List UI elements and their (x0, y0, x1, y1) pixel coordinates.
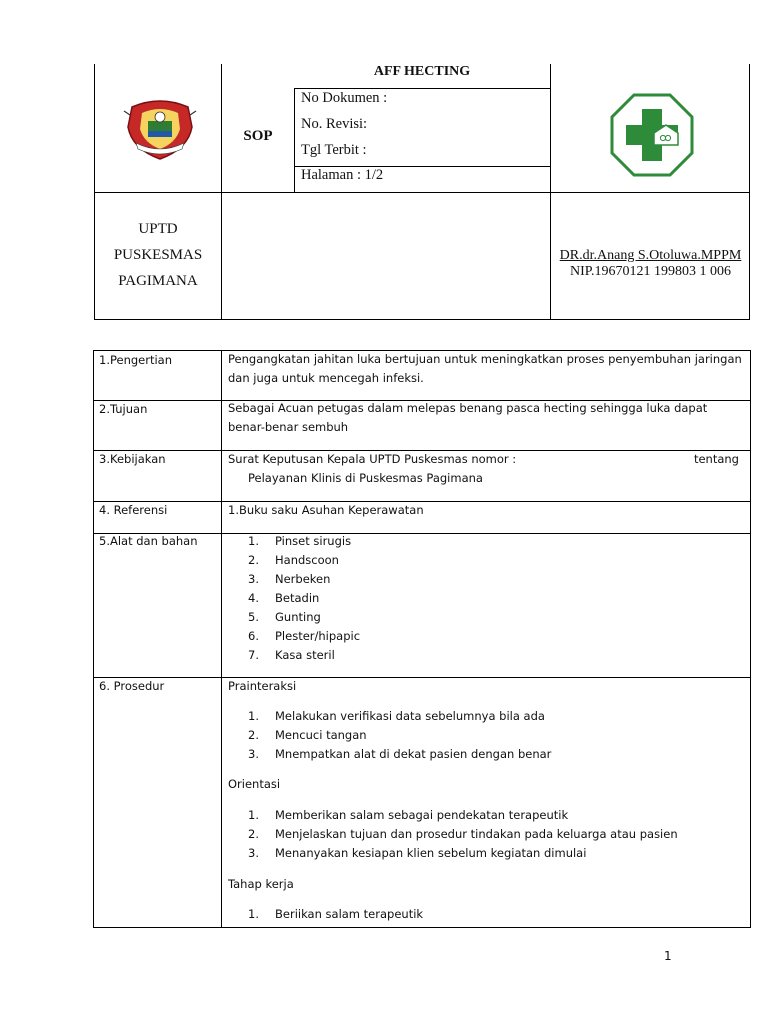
kebijakan-text-left: Surat Keputusan Kepala UPTD Puskesmas nomor : (228, 452, 517, 466)
alat-item-number: 5. (248, 610, 259, 624)
alat-item-number: 7. (248, 648, 259, 662)
sop-label: SOP (243, 128, 273, 144)
alat-item-text: Betadin (275, 591, 320, 605)
alat-item-text: Gunting (275, 610, 321, 624)
orientasi-item-text: Menjelaskan tujuan dan prosedur tindakan pada keluarga atau pasien (275, 827, 678, 841)
revision-label: No. Revisi: (301, 116, 368, 132)
doc-number-label: No Dokumen : (301, 90, 388, 106)
alat-item-number: 1. (248, 534, 259, 548)
prainteraksi-title: Prainteraksi (228, 679, 297, 693)
alat-item-text: Nerbeken (275, 572, 331, 586)
section-text-pengertian: Pengangkatan jahitan luka bertujuan untuk meningkatkan proses penyembuhan jaringan dan juga untuk mencegah infeksi. (228, 352, 742, 385)
signer-nip: NIP.19670121 199803 1 006 (569, 264, 731, 279)
alat-item-text: Pinset sirugis (275, 534, 352, 548)
orientasi-title: Orientasi (228, 777, 281, 791)
tahap-item-number: 1. (248, 907, 259, 921)
kebijakan-text-right: tentang (693, 452, 739, 466)
page-count-label: Halaman : 1/2 (301, 167, 384, 183)
alat-item-number: 4. (248, 591, 259, 605)
orientasi-item-number: 2. (248, 827, 259, 841)
issue-date-label: Tgl Terbit : (301, 142, 367, 158)
prainteraksi-item-text: Mencuci tangan (275, 728, 367, 742)
alat-item-number: 6. (248, 629, 259, 643)
section-label-tujuan: 2.Tujuan (99, 402, 148, 416)
puskesmas-cross-icon (610, 93, 694, 177)
alat-item-number: 3. (248, 572, 259, 586)
section-label-kebijakan: 3.Kebijakan (99, 452, 166, 466)
signer-block (551, 248, 750, 280)
section-label-pengertian: 1.Pengertian (99, 353, 173, 367)
alat-item-text: Kasa steril (275, 648, 335, 662)
page-number: 1 (664, 949, 672, 963)
section-label-alat: 5.Alat dan bahan (99, 534, 198, 548)
section-text-kebijakan (228, 450, 744, 488)
prainteraksi-item-number: 2. (248, 728, 259, 742)
orientasi-item-number: 3. (248, 846, 259, 860)
orientasi-item-number: 1. (248, 808, 259, 822)
alat-item-number: 2. (248, 553, 259, 567)
prainteraksi-item-number: 3. (248, 747, 259, 761)
orientasi-item-text: Menanyakan kesiapan klien sebelum kegiatan dimulai (275, 846, 587, 860)
section-text-tujuan: Sebagai Acuan petugas dalam melepas benang pasca hecting sehingga luka dapat benar-benar sembuh (228, 401, 708, 434)
kebijakan-text-line2: Pelayanan Klinis di Puskesmas Pagimana (248, 471, 483, 485)
prainteraksi-item-text: Melakukan verifikasi data sebelumnya bila ada (275, 709, 545, 723)
sop-header-table (94, 64, 750, 320)
sop-content-table (93, 350, 751, 928)
alat-item-text: Plester/hipapic (275, 629, 361, 643)
section-label-referensi: 4. Referensi (99, 503, 168, 517)
regional-emblem-icon (122, 93, 198, 163)
tahap-title: Tahap kerja (228, 877, 294, 891)
alat-item-text: Handscoon (275, 553, 339, 567)
institution-name: UPTD PUSKESMAS PAGIMANA (113, 221, 203, 289)
tahap-item-text: Beriikan salam terapeutik (275, 907, 424, 921)
section-label-prosedur: 6. Prosedur (99, 679, 165, 693)
orientasi-item-text: Memberikan salam sebagai pendekatan terapeutik (275, 808, 569, 822)
prainteraksi-item-text: Mnempatkan alat di dekat pasien dengan benar (275, 747, 552, 761)
document-title: AFF HECTING (373, 64, 471, 79)
signer-name: DR.dr.Anang S.Otoluwa.MPPM (559, 248, 742, 263)
section-text-referensi: 1.Buku saku Asuhan Keperawatan (228, 503, 424, 517)
prainteraksi-item-number: 1. (248, 709, 259, 723)
